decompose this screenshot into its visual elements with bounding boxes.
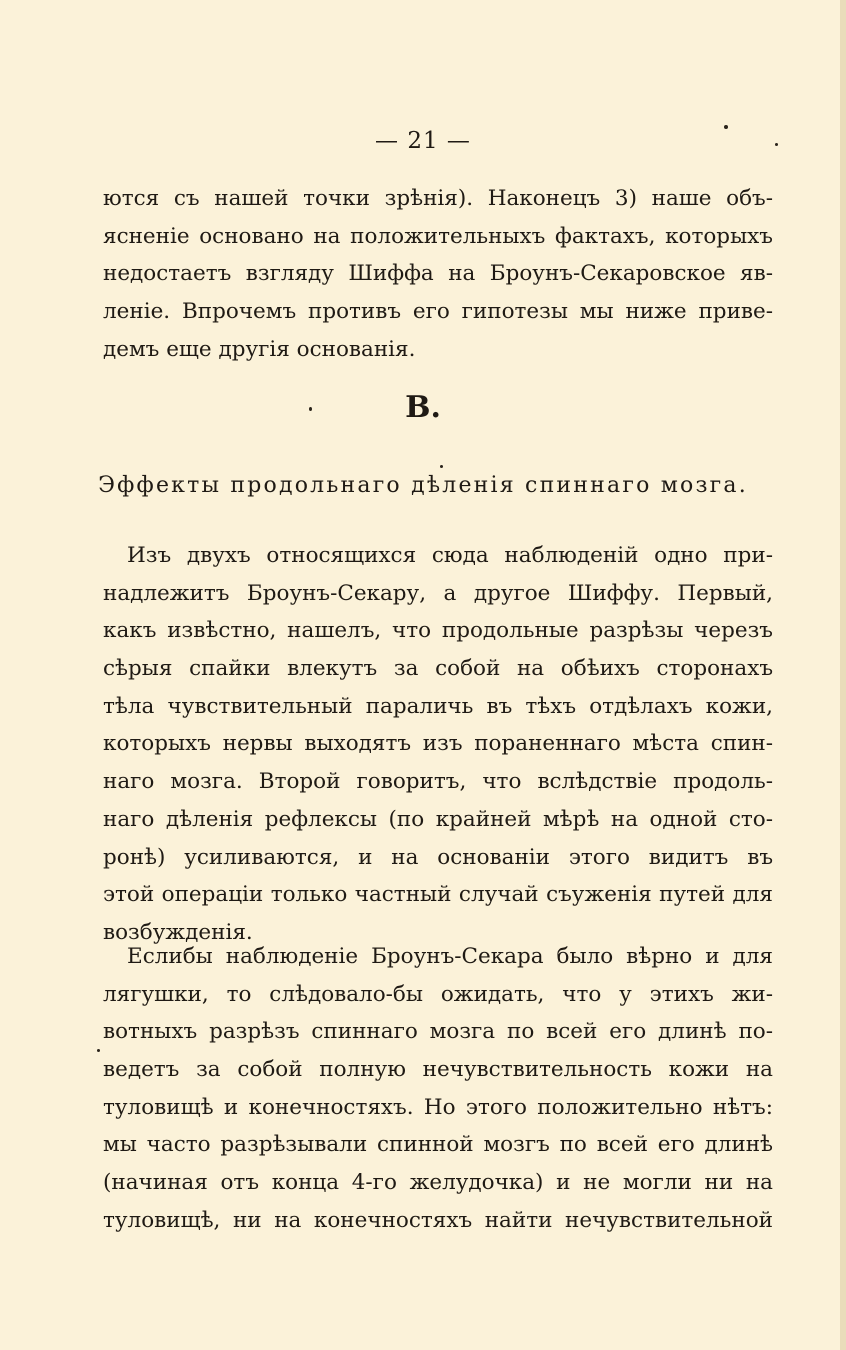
text-line: наго мозга. Второй говоритъ, что вслѣдствіе продоль- — [103, 769, 773, 795]
intro-paragraph — [103, 180, 773, 368]
text-line: надлежитъ Броунъ-Секару, а другое Шиффу. Первый, — [103, 580, 773, 606]
section-title: Эффекты продольнаго дѣленія спиннаго мозга. — [98, 473, 748, 498]
paragraph-1 — [103, 537, 773, 952]
text-line: ются съ нашей точки зрѣнія). Наконецъ 3) наше объ- — [103, 186, 773, 211]
text-line: которыхъ нервы выходятъ изъ пораненнаго мѣста спин- — [103, 731, 773, 757]
text-line: наго дѣленія рефлексы (по крайней мѣрѣ на одной сто- — [103, 806, 773, 832]
text-line: демъ еще другія основанія. — [103, 336, 416, 362]
text-line: туловищѣ и конечностяхъ. Но этого положительно нѣтъ: — [103, 1094, 773, 1120]
text-line: какъ извѣстно, нашелъ, что продольные разрѣзы черезъ — [103, 618, 773, 644]
text-line: мы часто разрѣзывали спинной мозгъ по всей его длинѣ — [103, 1132, 773, 1158]
paper-speck — [97, 1049, 100, 1052]
text-line: туловищѣ, ни на конечностяхъ найти нечувствительной — [103, 1207, 773, 1233]
text-line: тѣла чувствительный параличь въ тѣхъ отдѣлахъ кожи, — [103, 693, 773, 719]
text-line: ясненіе основано на положительныхъ фактахъ, которыхъ — [103, 223, 773, 249]
text-line: (начиная отъ конца 4-го желудочка) и не могли ни на — [103, 1170, 773, 1196]
paper-speck — [775, 143, 778, 146]
paper-speck — [440, 465, 443, 468]
text-line: Еслибы наблюденіе Броунъ-Секара было вѣрно и для — [127, 944, 773, 969]
text-line: недостаетъ взгляду Шиффа на Броунъ-Секаровское яв- — [103, 261, 773, 287]
text-line: Изъ двухъ относящихся сюда наблюденій одно при- — [127, 543, 773, 568]
text-line: этой операціи только частный случай съуженія путей для — [103, 882, 773, 908]
paper-speck — [724, 125, 728, 129]
text-line: возбужденія. — [103, 919, 253, 945]
section-number: В. — [405, 390, 441, 425]
text-line: леніе. Впрочемъ противъ его гипотезы мы ниже приве- — [103, 299, 773, 325]
text-line: вотныхъ разрѣзъ спиннаго мозга по всей его длинѣ по- — [103, 1019, 773, 1045]
text-line: ронѣ) усиливаются, и на основаніи этого видитъ въ — [103, 844, 773, 870]
text-line: ведетъ за собой полную нечувствительность кожи на — [103, 1057, 773, 1083]
paper-speck — [309, 407, 312, 411]
paragraph-2 — [103, 938, 773, 1240]
text-line: сѣрыя спайки влекутъ за собой на обѣихъ сторонахъ — [103, 656, 773, 682]
text-line: лягушки, то слѣдовало-бы ожидать, что у этихъ жи- — [103, 981, 773, 1007]
page-number: — 21 — — [375, 128, 471, 154]
